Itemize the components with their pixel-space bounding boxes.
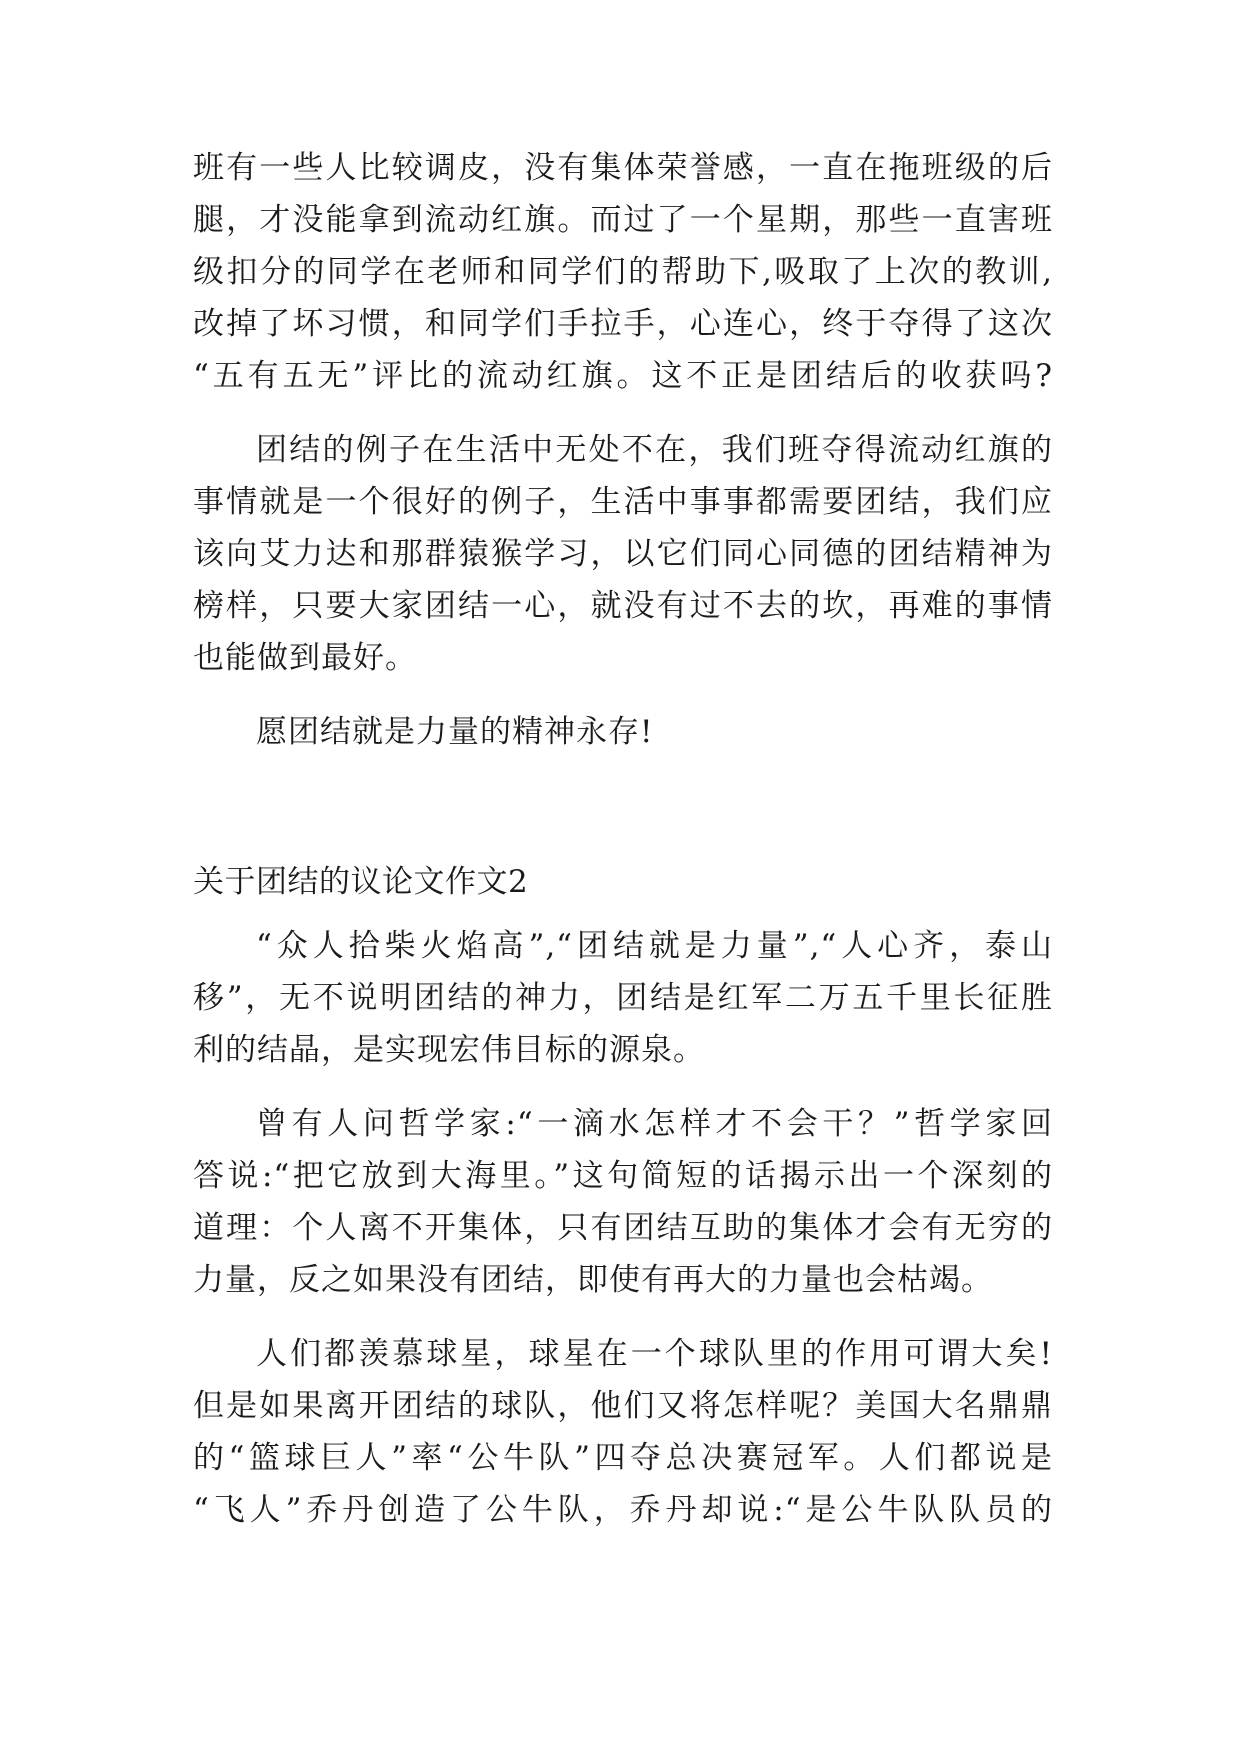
- text-line: “飞人”乔丹创造了公牛队，乔丹却说:“是公牛队队员的: [193, 1492, 1053, 1528]
- text-line: 力量，反之如果没有团结，即使有再大的力量也会枯竭。: [193, 1262, 993, 1298]
- text-line: “五有五无”评比的流动红旗。这不正是团结后的收获吗?: [193, 358, 1053, 394]
- text-line: 移”，无不说明团结的神力，团结是红军二万五千里长征胜: [193, 980, 1053, 1016]
- text-line: 也能做到最好。: [193, 640, 417, 676]
- section-heading: 关于团结的议论文作文2: [193, 864, 529, 900]
- text-line: 事情就是一个很好的例子，生活中事事都需要团结，我们应: [193, 484, 1053, 520]
- text-line: 但是如果离开团结的球队，他们又将怎样呢？美国大名鼎鼎: [193, 1388, 1053, 1424]
- paragraph-first-line: 团结的例子在生活中无处不在，我们班夺得流动红旗的: [256, 432, 1053, 468]
- paragraph-first-line: 人们都羡慕球星，球星在一个球队里的作用可谓大矣!: [256, 1336, 1053, 1372]
- text-line: 答说:“把它放到大海里。”这句简短的话揭示出一个深刻的: [193, 1158, 1053, 1194]
- text-line: 的“篮球巨人”率“公牛队”四夺总决赛冠军。人们都说是: [193, 1440, 1053, 1476]
- text-line: 道理：个人离不开集体，只有团结互助的集体才会有无穷的: [193, 1210, 1053, 1246]
- paragraph-first-line: 曾有人问哲学家:“一滴水怎样才不会干？”哲学家回: [256, 1106, 1053, 1142]
- paragraph-first-line: “众人拾柴火焰高”,“团结就是力量”,“人心齐，泰山: [256, 928, 1053, 964]
- text-line: 级扣分的同学在老师和同学们的帮助下,吸取了上次的教训,: [193, 254, 1053, 290]
- text-line: 班有一些人比较调皮，没有集体荣誉感，一直在拖班级的后: [193, 150, 1053, 186]
- text-line: 腿，才没能拿到流动红旗。而过了一个星期，那些一直害班: [193, 202, 1053, 238]
- text-line: 利的结晶，是实现宏伟目标的源泉。: [193, 1032, 705, 1068]
- paragraph-first-line: 愿团结就是力量的精神永存!: [256, 714, 654, 750]
- text-line: 榜样，只要大家团结一心，就没有过不去的坎，再难的事情: [193, 588, 1053, 624]
- text-line: 该向艾力达和那群猿猴学习，以它们同心同德的团结精神为: [193, 536, 1053, 572]
- text-line: 改掉了坏习惯，和同学们手拉手，心连心，终于夺得了这次: [193, 306, 1053, 342]
